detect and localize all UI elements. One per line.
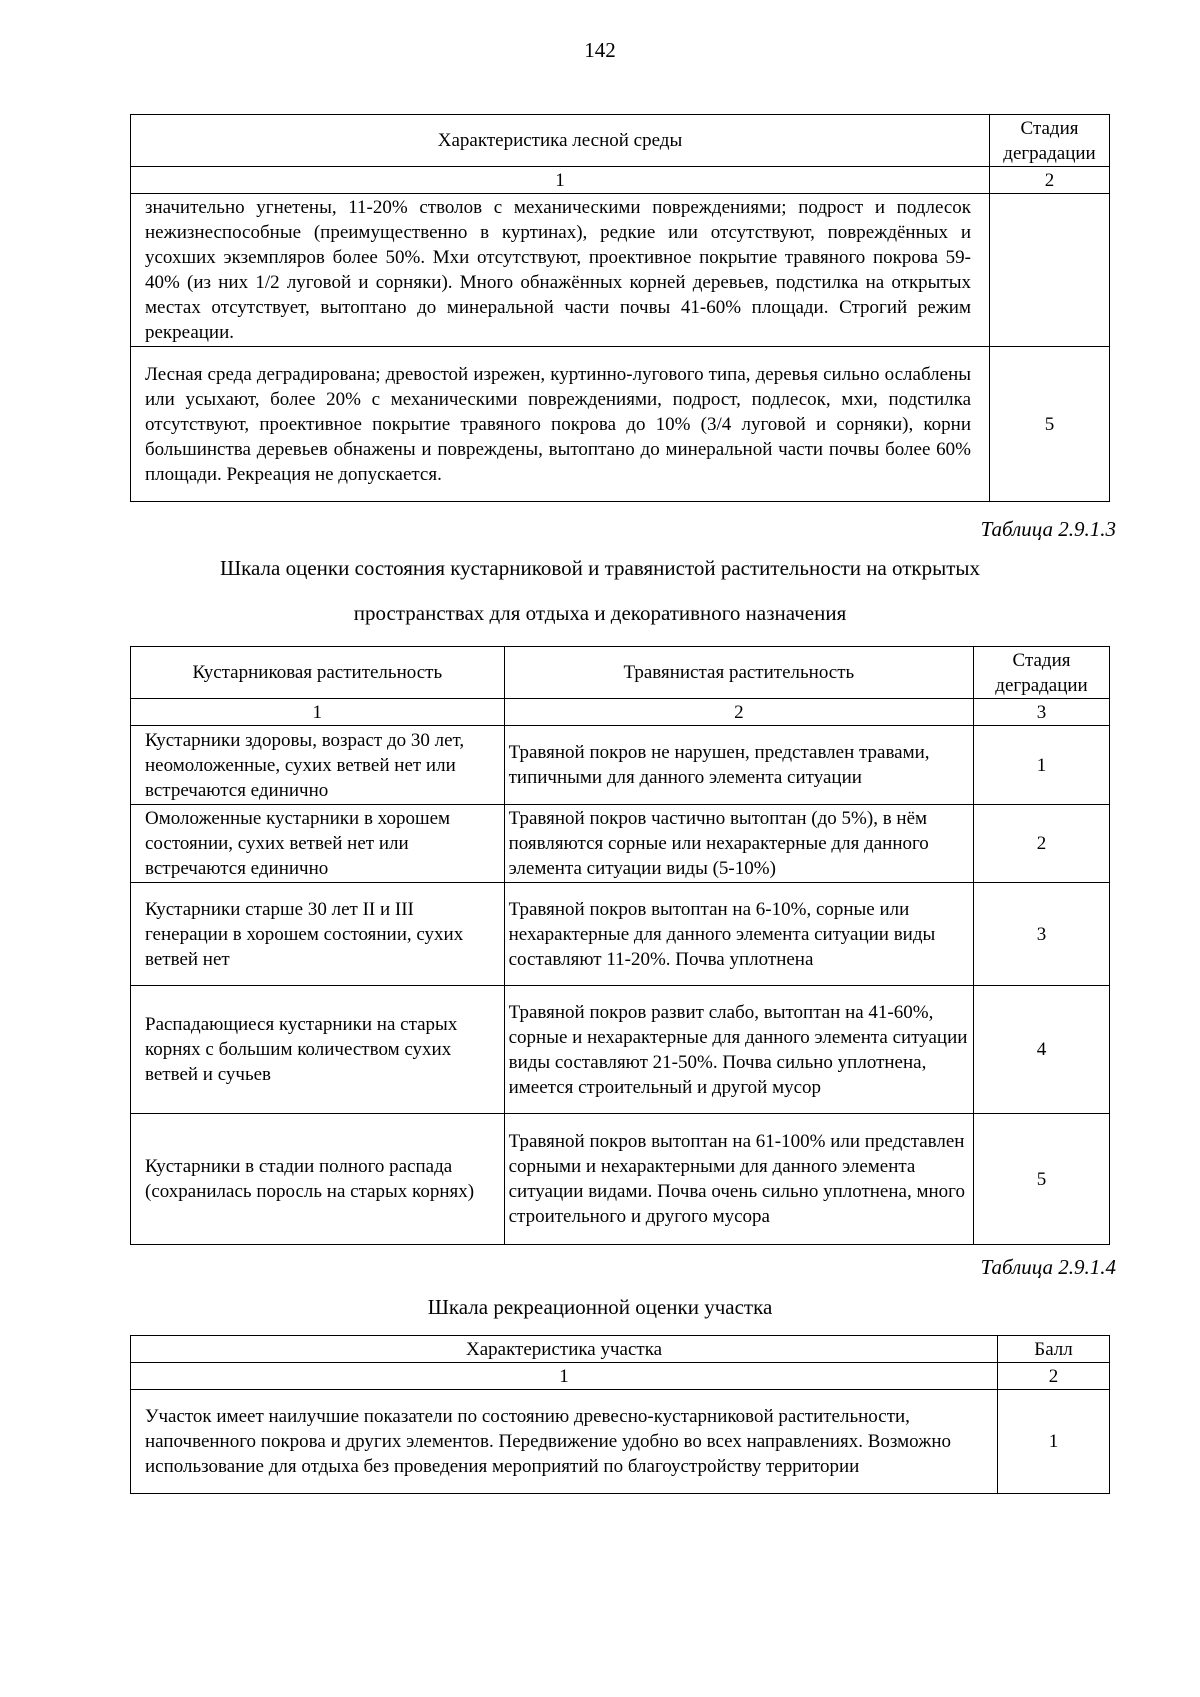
grass-cell: Травяной покров развит слабо, вытоптан на 41-60%, сорные и нехарактерные для данного элемента ситуации виды составляют 21-50%. Почва сильно уплотнена, имеется строительный и другой мусор (504, 986, 973, 1114)
table-row (131, 1114, 1110, 1245)
table-row (131, 194, 1110, 347)
recreation-score-table (130, 1335, 1110, 1494)
table-header-row (131, 1336, 1110, 1363)
shrub-cell: Кустарники здоровы, возраст до 30 лет, неомоложенные, сухих ветвей нет или встречаются единично (131, 726, 505, 805)
stage-cell: 3 (974, 883, 1110, 986)
column-number: 1 (131, 1363, 998, 1390)
characteristic-cell: Участок имеет наилучшие показатели по состоянию древесно-кустарниковой растительности, напочвенного покрова и других элементов. Передвижение удобно во всех направлениях. Возможно использование для отдыха без проведения мероприятий по благоустройству территории (131, 1390, 998, 1494)
column-number: 3 (974, 699, 1110, 726)
table-header-row (131, 115, 1110, 167)
table-title: Шкала оценки состояния кустарниковой и травянистой растительности на открытых (219, 556, 981, 580)
column-number: 2 (998, 1363, 1110, 1390)
grass-cell: Травяной покров не нарушен, представлен травами, типичными для данного элемента ситуации (504, 726, 973, 805)
shrub-cell: Кустарники в стадии полного распада (сохранилась поросль на старых корнях) (131, 1114, 505, 1245)
column-number: 1 (131, 167, 990, 194)
page-number: 142 (584, 38, 616, 62)
header-cell: Балл (998, 1336, 1110, 1363)
header-cell: Характеристика участка (131, 1336, 998, 1363)
characteristic-cell: Лесная среда деградирована; древостой изрежен, куртинно-лугового типа, деревья сильно ослаблены или усыхают, более 20% с механическими повреждениями, подрост, подлесок, мхи, подстилка отсутствуют, проективное покрытие травяного покрова до 10% (3/4 луговой и сорняки), корни большинства деревьев обнажены и повреждены, вытоптано до минеральной части почвы более 60% площади. Рекреация не допускается. (131, 347, 990, 502)
column-number-row (131, 1363, 1110, 1390)
grass-cell: Травяной покров частично вытоптан (до 5%), в нём появляются сорные или нехарактерные для данного элемента ситуации виды (5-10%) (504, 805, 973, 883)
vegetation-state-table (130, 646, 1110, 1245)
forest-environment-table (130, 114, 1110, 502)
header-cell: Кустарниковая растительность (131, 647, 505, 699)
shrub-cell: Кустарники старше 30 лет II и III генерации в хорошем состоянии, сухих ветвей нет (131, 883, 505, 986)
stage-cell: 1 (974, 726, 1110, 805)
column-number-row (131, 699, 1110, 726)
header-cell: Стадия деградации (974, 647, 1110, 699)
table-row (131, 347, 1110, 502)
table-header-row (131, 647, 1110, 699)
column-number: 2 (990, 167, 1110, 194)
table-row (131, 726, 1110, 805)
table-row (131, 883, 1110, 986)
grass-cell: Травяной покров вытоптан на 61-100% или представлен сорными и нехарактерными для данного элемента ситуации видами. Почва очень сильно уплотнена, много строительного и другого мусора (504, 1114, 973, 1245)
table-row (131, 805, 1110, 883)
header-cell: Травянистая растительность (504, 647, 973, 699)
shrub-cell: Распадающиеся кустарники на старых корнях с большим количеством сухих ветвей и сучьев (131, 986, 505, 1114)
stage-cell: 2 (974, 805, 1110, 883)
table-title: Шкала рекреационной оценки участка (427, 1295, 773, 1319)
header-cell: Характеристика лесной среды (131, 115, 990, 167)
table-row (131, 986, 1110, 1114)
score-cell: 1 (998, 1390, 1110, 1494)
characteristic-cell: значительно угнетены, 11-20% стволов с механическими повреждениями; подрост и подлесок нежизнеспособные (преимущественно в куртинах), редкие или отсутствуют, повреждённых и усохших экземпляров более 50%. Мхи отсутствуют, проективное покрытие травяного покрова 59-40% (из них 1/2 луговой и сорняки). Много обнажённых корней деревьев, подстилка на открытых местах отсутствует, вытоптано до минеральной части почвы 41-60% площади. Строгий режим рекреации. (131, 194, 990, 347)
table-caption: Таблица 2.9.1.3 (980, 517, 1116, 541)
table-caption: Таблица 2.9.1.4 (980, 1255, 1116, 1279)
grass-cell: Травяной покров вытоптан на 6-10%, сорные или нехарактерные для данного элемента ситуации виды составляют 11-20%. Почва уплотнена (504, 883, 973, 986)
column-number-row (131, 167, 1110, 194)
table-title: пространствах для отдыха и декоративного назначения (353, 601, 847, 625)
stage-cell: 5 (990, 347, 1110, 502)
stage-cell: 5 (974, 1114, 1110, 1245)
header-cell: Стадия деградации (990, 115, 1110, 167)
stage-cell: 4 (974, 986, 1110, 1114)
stage-cell (990, 194, 1110, 347)
column-number: 1 (131, 699, 505, 726)
table-row (131, 1390, 1110, 1494)
column-number: 2 (504, 699, 973, 726)
shrub-cell: Омоложенные кустарники в хорошем состоянии, сухих ветвей нет или встречаются единично (131, 805, 505, 883)
